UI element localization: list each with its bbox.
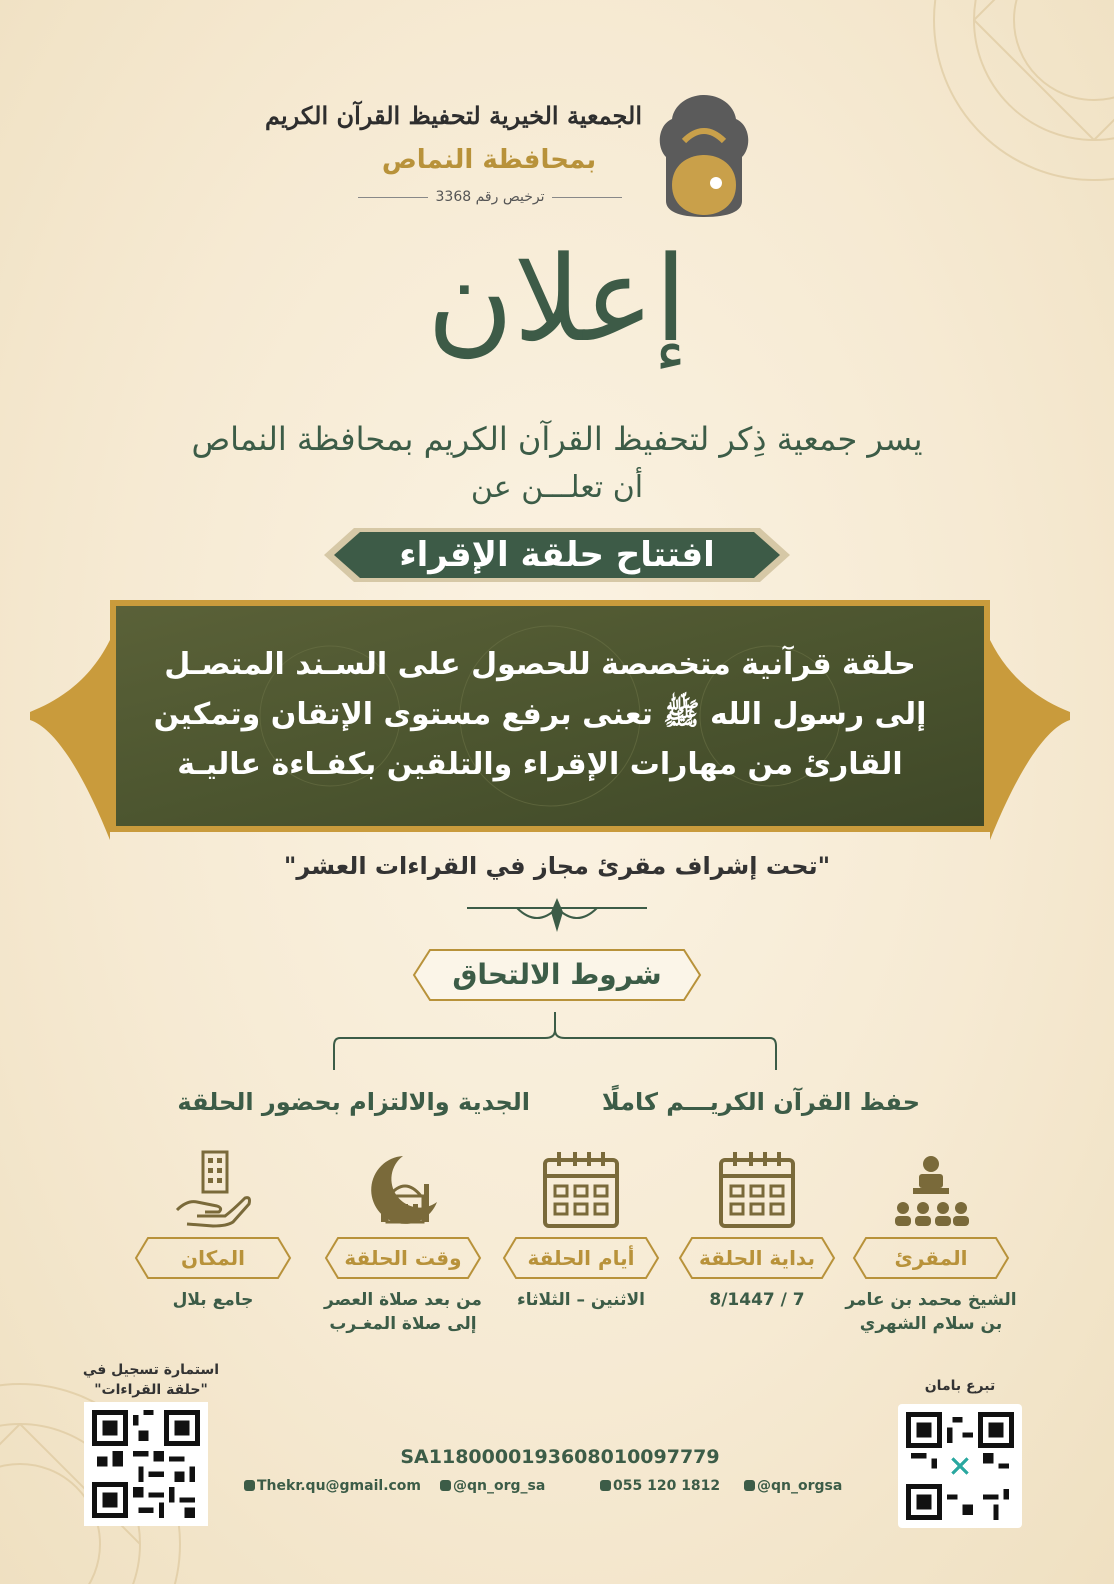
- info-location: [128, 1150, 298, 1350]
- info-location-value: [118, 1288, 308, 1312]
- intro-line-1: يسر جمعية ذِكر لتحفيظ القرآن الكريم بمحافظة النماص: [191, 420, 923, 458]
- description-line-3: القارئ من مهارات الإقراء والتلقين بكفـاءة عاليـة: [177, 747, 903, 782]
- email-text: Thekr.qu@gmail.com: [257, 1478, 422, 1494]
- info-time-value: [308, 1288, 498, 1336]
- organization-logo-icon: [654, 91, 754, 219]
- info-time-value-line-1: من بعد صلاة العصر: [324, 1290, 482, 1310]
- phone-text: 055 120 1812: [613, 1478, 721, 1494]
- license-number: ترخيص رقم 3368: [344, 189, 636, 205]
- supervision-note: "تحت إشراف مقرئ مجاز في القراءات العشر": [283, 852, 831, 880]
- calendar-icon: [717, 1150, 797, 1230]
- info-start-date-value: [662, 1288, 852, 1312]
- intro-line-2: أن تعلـــن عن: [470, 470, 644, 505]
- email-icon: [244, 1480, 255, 1491]
- info-time: [318, 1150, 488, 1350]
- social-text: @qn_org_sa: [453, 1478, 546, 1494]
- description-line-2: إلى رسول الله ﷺ تعنى برفع مستوى الإتقان وتمكين: [153, 697, 927, 732]
- donate-qr-code[interactable]: [898, 1404, 1022, 1528]
- condition-memorization: حفظ القرآن الكريـــم كاملًا: [601, 1088, 920, 1116]
- phone-contact[interactable]: [600, 1478, 720, 1494]
- description-line-1: حلقة قرآنية متخصصة للحصول على السـند المتصـل: [164, 647, 916, 682]
- info-time-value-line-2: إلى صلاة المغـرب: [329, 1314, 477, 1334]
- conditions-title: شروط الالتحاق: [452, 958, 662, 991]
- info-reciter-value: [836, 1288, 1026, 1336]
- info-days-value-line-1: الاثنين – الثلاثاء: [517, 1290, 645, 1310]
- info-location-label: المكان: [181, 1246, 245, 1270]
- info-days-label: أيام الحلقة: [527, 1246, 635, 1270]
- email-contact[interactable]: [244, 1478, 421, 1494]
- registration-title: [66, 1360, 236, 1400]
- mosque-icon: [363, 1150, 443, 1230]
- snapchat-text: @qn_orgsa: [757, 1478, 843, 1494]
- snapchat-icon: [744, 1480, 755, 1491]
- ribbon-title: افتتاح حلقة الإقراء: [399, 535, 715, 575]
- qr-code-icon: [92, 1410, 200, 1518]
- calendar-icon: [541, 1150, 621, 1230]
- qr-code-icon: [906, 1412, 1014, 1520]
- ornament-divider-icon: [457, 892, 657, 940]
- info-reciter-label: المقرئ: [894, 1246, 968, 1270]
- info-days-value: [486, 1288, 676, 1312]
- building-hand-icon: [173, 1150, 253, 1230]
- organization-governorate: بمحافظة النماص: [381, 145, 597, 175]
- info-time-label: وقت الحلقة: [344, 1246, 462, 1270]
- info-reciter-value-line-1: الشيخ محمد بن عامر: [845, 1290, 1017, 1310]
- info-start-date-label: بداية الحلقة: [699, 1246, 815, 1270]
- registration-qr-code[interactable]: [84, 1402, 208, 1526]
- info-reciter: [846, 1150, 1016, 1350]
- teacher-icon: [891, 1150, 971, 1230]
- social-icons: [440, 1480, 451, 1491]
- info-days: [496, 1150, 666, 1350]
- social-contact[interactable]: [440, 1478, 545, 1494]
- registration-title-line-1: استمارة تسجيل في: [82, 1362, 220, 1378]
- condition-commitment: الجدية والالتزام بحضور الحلقة: [177, 1088, 530, 1116]
- snapchat-contact[interactable]: [744, 1478, 842, 1494]
- conditions-connector: [330, 1010, 780, 1080]
- info-start-date: [672, 1150, 842, 1350]
- info-start-date-value-line-1: 7 / 8/1447: [709, 1290, 805, 1310]
- organization-header: [265, 85, 754, 225]
- registration-title-line-2: "حلقة القراءات": [94, 1382, 208, 1398]
- announcement-title: إعلان: [426, 230, 688, 368]
- iban-number: SA1180000193608010097779: [400, 1446, 720, 1468]
- organization-name: الجمعية الخيرية لتحفيظ القرآن الكريم: [265, 101, 642, 130]
- info-location-value-line-1: جامع بلال: [172, 1290, 254, 1310]
- info-reciter-value-line-2: بن سلام الشهري: [859, 1314, 1003, 1334]
- description-text: [150, 640, 930, 790]
- contact-bar: [244, 1478, 864, 1502]
- whatsapp-icon: [600, 1480, 611, 1491]
- donate-title: تبرع بامان: [924, 1378, 996, 1394]
